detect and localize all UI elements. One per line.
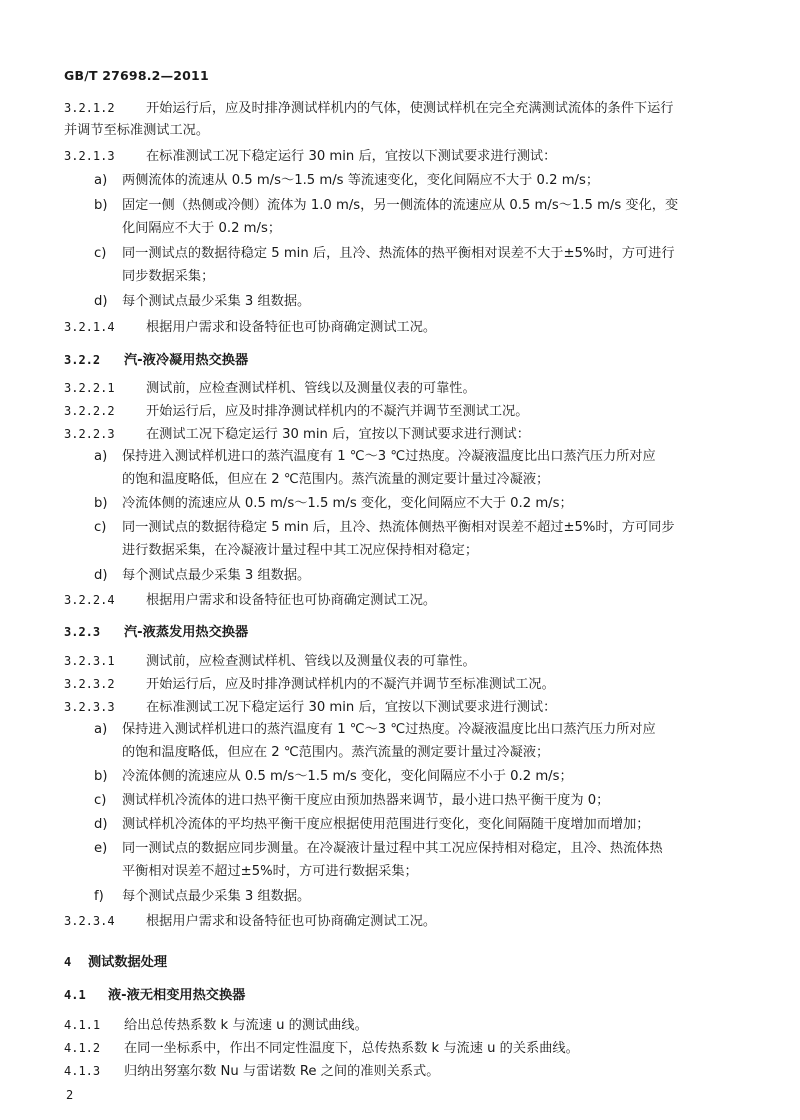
- clause-3-2-2-4: [64, 590, 436, 611]
- clause-number: 3.2.2.2: [64, 404, 115, 418]
- section-number: 3.2.3: [64, 625, 101, 639]
- item-text: 固定一侧（热侧或冷侧）流体为 1.0 m/s，另一侧流体的流速应从 0.5 m/s～1.5 m/s 变化，变: [122, 198, 679, 213]
- clause-number: 3.2.3.4: [64, 914, 115, 928]
- clause-number: 3.2.1.2: [64, 101, 115, 115]
- item-continuation: 的饱和温度略低，但应在 2 ℃范围内。蒸汽流量的测定要计量过冷凝液；: [122, 745, 550, 760]
- clause-text: 开始运行后，应及时排净测试样机内的气体，使测试样机在完全充满测试流体的条件下运行: [146, 101, 674, 116]
- clause-text: 开始运行后，应及时排净测试样机内的不凝汽并调节至标准测试工况。: [146, 677, 555, 692]
- clause-3-2-3-1: [64, 651, 476, 672]
- item-text: 保持进入测试样机进口的蒸汽温度有 1 ℃～3 ℃过热度。冷凝液温度比出口蒸汽压力所对应: [122, 722, 656, 737]
- clause-3-2-3-2: [64, 674, 555, 695]
- clause-number: 4.1.2: [64, 1041, 101, 1055]
- clause-text: 根据用户需求和设备特征也可协商确定测试工况。: [146, 320, 437, 335]
- item-label: a): [94, 173, 108, 188]
- clause-text: 在标准测试工况下稳定运行 30 min 后，宜按以下测试要求进行测试：: [146, 149, 557, 164]
- clause-text: 在同一坐标系中，作出不同定性温度下，总传热系数 k 与流速 u 的关系曲线。: [124, 1041, 579, 1056]
- item-label: a): [94, 449, 108, 464]
- clause-text: 归纳出努塞尔数 Nu 与雷诺数 Re 之间的准则关系式。: [124, 1064, 440, 1079]
- clause-continuation: 并调节至标准测试工况。: [64, 123, 210, 138]
- item-text: 测试样机冷流体的平均热平衡干度应根据使用范围进行变化，变化间隔随干度增加而增加；: [122, 817, 650, 832]
- list-item: [94, 815, 650, 835]
- item-text: 冷流体侧的流速应从 0.5 m/s～1.5 m/s 变化，变化间隔应不小于 0.2 m/s；: [122, 769, 573, 784]
- item-text: 同一测试点的数据待稳定 5 min 后，且冷、热流体的热平衡相对误差不大于±5%时，方可进行: [122, 246, 675, 261]
- list-item: [94, 887, 310, 907]
- item-continuation: 同步数据采集；: [122, 269, 215, 284]
- list-item: [94, 494, 573, 514]
- item-text: 每个测试点最少采集 3 组数据。: [122, 889, 311, 904]
- clause-number: 3.2.2.1: [64, 381, 115, 395]
- item-label: b): [94, 769, 108, 784]
- list-item: [94, 566, 310, 586]
- clause-number: 3.2.2.3: [64, 427, 115, 441]
- clause-text: 给出总传热系数 k 与流速 u 的测试曲线。: [124, 1018, 368, 1033]
- clause-number: 3.2.3.1: [64, 654, 115, 668]
- clause-number: 3.2.3.2: [64, 677, 115, 691]
- item-label: d): [94, 294, 108, 309]
- item-continuation: 平衡相对误差不超过±5%时，方可进行数据采集；: [122, 864, 418, 879]
- item-label: c): [94, 520, 107, 535]
- clause-4-1-1: [64, 1015, 368, 1036]
- section-number: 4.1: [64, 988, 86, 1002]
- item-label: c): [94, 246, 107, 261]
- clause-number: 3.2.1.3: [64, 149, 115, 163]
- list-item: [94, 447, 656, 467]
- clause-4-1-3: [64, 1061, 439, 1082]
- item-label: b): [94, 496, 108, 511]
- clause-3-2-2-2: [64, 401, 528, 422]
- list-item: [94, 720, 656, 740]
- item-label: d): [94, 568, 108, 583]
- item-text: 同一测试点的数据待稳定 5 min 后，且冷、热流体侧热平衡相对误差不超过±5%时，方可同步: [122, 520, 675, 535]
- clause-text: 根据用户需求和设备特征也可协商确定测试工况。: [146, 593, 437, 608]
- clause-text: 在标准测试工况下稳定运行 30 min 后，宜按以下测试要求进行测试：: [146, 700, 557, 715]
- chapter-heading-4: [64, 952, 167, 973]
- list-item: [94, 196, 678, 216]
- clause-3-2-2-3: [64, 424, 530, 445]
- list-item: [94, 767, 573, 787]
- clause-number: 3.2.3.3: [64, 700, 115, 714]
- chapter-number: 4: [64, 955, 72, 969]
- item-label: f): [94, 889, 104, 904]
- item-text: 冷流体侧的流速应从 0.5 m/s～1.5 m/s 变化，变化间隔应不大于 0.2 m/s；: [122, 496, 573, 511]
- clause-text: 根据用户需求和设备特征也可协商确定测试工况。: [146, 914, 437, 929]
- item-label: d): [94, 817, 108, 832]
- chapter-title: 测试数据处理: [88, 955, 168, 970]
- section-heading-3-2-2: [64, 350, 248, 371]
- list-item: [94, 292, 310, 312]
- section-title: 汽-液冷凝用热交换器: [124, 353, 249, 368]
- item-label: e): [94, 841, 108, 856]
- item-label: c): [94, 793, 107, 808]
- item-text: 两侧流体的流速从 0.5 m/s～1.5 m/s 等流速变化，变化间隔应不大于 0.2 m/s；: [122, 173, 600, 188]
- list-item: [94, 839, 663, 859]
- list-item: [94, 518, 675, 538]
- clause-3-2-1-4: [64, 317, 436, 338]
- clause-text: 在测试工况下稳定运行 30 min 后，宜按以下测试要求进行测试：: [146, 427, 530, 442]
- clause-text: 测试前，应检查测试样机、管线以及测量仪表的可靠性。: [146, 654, 476, 669]
- section-title: 液-液无相变用热交换器: [108, 988, 246, 1003]
- clause-number: 4.1.3: [64, 1064, 101, 1078]
- list-item: [94, 244, 675, 264]
- list-item: [94, 171, 599, 191]
- item-continuation: 化间隔应不大于 0.2 m/s；: [122, 221, 282, 236]
- item-label: a): [94, 722, 108, 737]
- clause-number: 3.2.1.4: [64, 320, 115, 334]
- item-text: 每个测试点最少采集 3 组数据。: [122, 568, 311, 583]
- clause-3-2-1-3: [64, 146, 556, 167]
- list-item: [94, 791, 609, 811]
- section-title: 汽-液蒸发用热交换器: [124, 625, 249, 640]
- clause-number: 4.1.1: [64, 1018, 101, 1032]
- clause-text: 测试前，应检查测试样机、管线以及测量仪表的可靠性。: [146, 381, 476, 396]
- section-number: 3.2.2: [64, 353, 101, 367]
- item-text: 测试样机冷流体的进口热平衡干度应由预加热器来调节，最小进口热平衡干度为 0；: [122, 793, 610, 808]
- item-label: b): [94, 198, 108, 213]
- standard-code-header: GB/T 27698.2—2011: [64, 68, 209, 83]
- item-text: 同一测试点的数据应同步测量。在冷凝液计量过程中其工况应保持相对稳定，且冷、热流体热: [122, 841, 663, 856]
- clause-number: 3.2.2.4: [64, 593, 115, 607]
- clause-4-1-2: [64, 1038, 579, 1059]
- item-text: 保持进入测试样机进口的蒸汽温度有 1 ℃～3 ℃过热度。冷凝液温度比出口蒸汽压力所对应: [122, 449, 656, 464]
- clause-3-2-2-1: [64, 378, 476, 399]
- section-heading-3-2-3: [64, 622, 248, 643]
- item-continuation: 进行数据采集，在冷凝液计量过程中其工况应保持相对稳定；: [122, 543, 479, 558]
- clause-3-2-1-2: [64, 98, 674, 119]
- item-continuation: 的饱和温度略低，但应在 2 ℃范围内。蒸汽流量的测定要计量过冷凝液；: [122, 472, 550, 487]
- item-text: 每个测试点最少采集 3 组数据。: [122, 294, 311, 309]
- clause-text: 开始运行后，应及时排净测试样机内的不凝汽并调节至测试工况。: [146, 404, 529, 419]
- clause-3-2-3-4: [64, 911, 436, 932]
- clause-3-2-3-3: [64, 697, 556, 718]
- page-number: 2: [66, 1088, 74, 1102]
- section-heading-4-1: [64, 985, 245, 1006]
